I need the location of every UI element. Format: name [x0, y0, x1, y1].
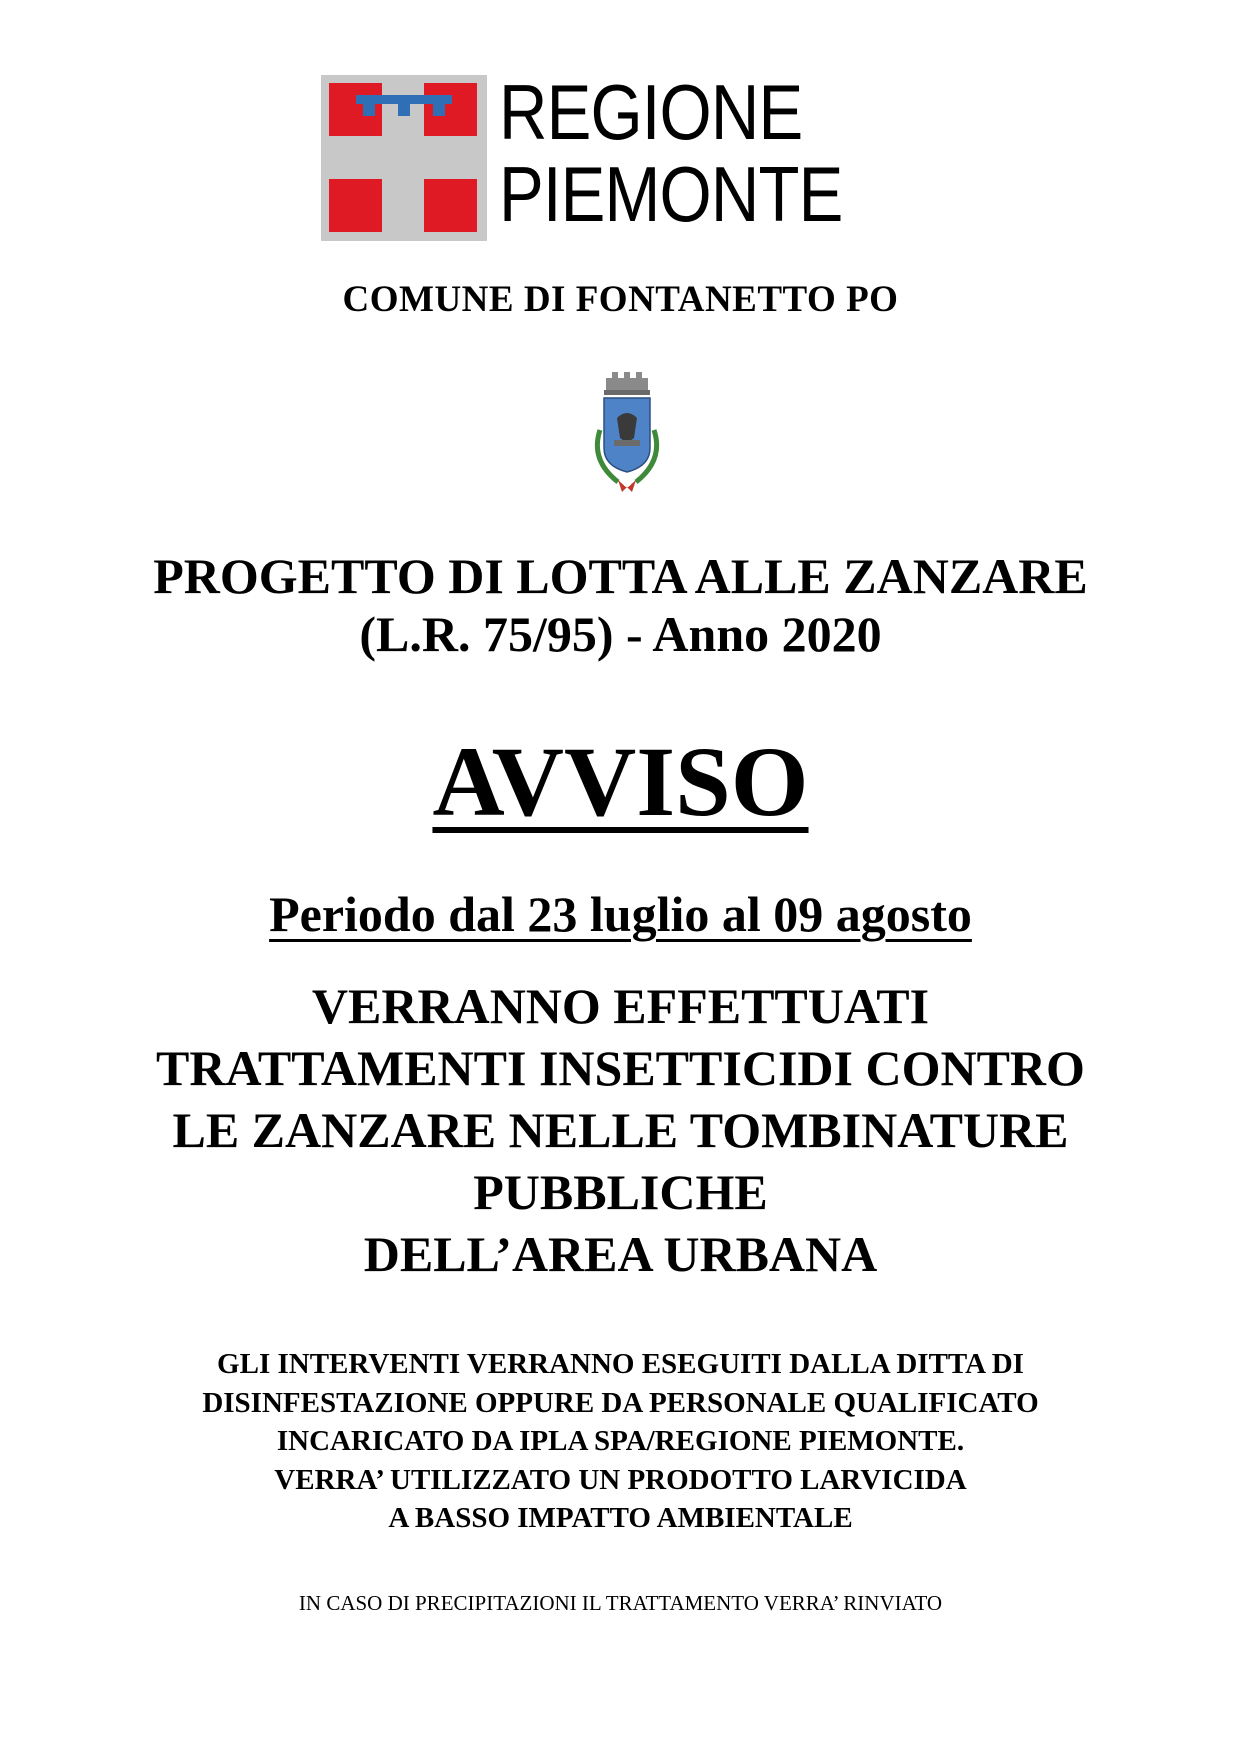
regione-piemonte-logo [321, 68, 861, 241]
comune-title: COMUNE DI FONTANETTO PO [342, 279, 899, 320]
logo-line-2: PIEMONTE [499, 150, 843, 238]
regione-piemonte-flag-icon [321, 75, 487, 241]
main-line: DELL’AREA URBANA [363, 1226, 878, 1282]
progetto-line-2: (L.R. 75/95) - Anno 2020 [359, 606, 882, 662]
progetto-line-1: PROGETTO DI LOTTA ALLE ZANZARE [153, 548, 1088, 604]
main-line: PUBBLICHE [473, 1164, 768, 1220]
main-line: LE ZANZARE NELLE TOMBINATURE [172, 1102, 1069, 1158]
rain-note: IN CASO DI PRECIPITAZIONI IL TRATTAMENTO VERRA’ RINVIATO [298, 1591, 943, 1615]
details-paragraph [0, 1345, 1241, 1538]
details-line: VERRA’ UTILIZZATO UN PRODOTTO LARVICIDA [274, 1463, 967, 1496]
periodo-text: Periodo dal 23 luglio al 09 agosto [269, 886, 972, 942]
details-line: DISINFESTAZIONE OPPURE DA PERSONALE QUALIFICATO [202, 1386, 1039, 1419]
coat-of-arms-icon [584, 370, 670, 496]
avviso-heading [0, 724, 1241, 839]
periodo-heading [0, 885, 1241, 943]
details-line: A BASSO IMPATTO AMBIENTALE [388, 1502, 853, 1534]
details-line: GLI INTERVENTI VERRANNO ESEGUITI DALLA DITTA DI [217, 1348, 1024, 1380]
details-line: INCARICATO DA IPLA SPA/REGIONE PIEMONTE. [276, 1425, 965, 1457]
avviso-text: AVVISO [432, 726, 809, 837]
main-line: VERRANNO EFFETTUATI [311, 978, 930, 1034]
progetto-title [0, 547, 1241, 663]
regione-piemonte-wordmark [499, 68, 843, 238]
main-line: TRATTAMENTI INSETTICIDI CONTRO [156, 1040, 1085, 1096]
logo-line-1: REGIONE [499, 68, 803, 156]
main-announcement [0, 975, 1241, 1285]
